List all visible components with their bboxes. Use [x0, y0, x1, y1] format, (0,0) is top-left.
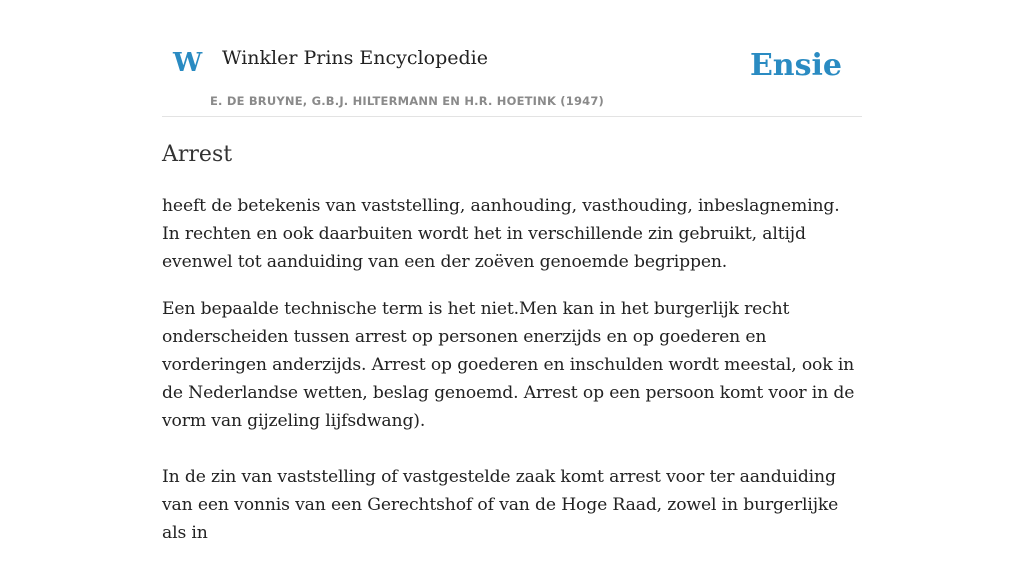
- winkler-prins-logo[interactable]: W: [173, 48, 203, 78]
- book-title-link[interactable]: Winkler Prins Encyclopedie: [222, 47, 488, 69]
- article-paragraph: heeft de betekenis van vaststelling, aanhouding, vasthouding, inbeslagneming. In rechten en ook daarbuiten wordt het in verschillende zin gebruikt, altijd evenwel tot aanduiding van een der zoëven genoemde begrippen.: [162, 196, 840, 272]
- article-paragraph: In de zin van vaststelling of vastgestelde zaak komt arrest voor ter aanduiding van een vonnis van een Gerechtshof of van de Hoge Raad, zowel in burgerlijke als in: [162, 467, 839, 543]
- book-authors: E. DE BRUYNE, G.B.J. HILTERMANN EN H.R. HOETINK (1947): [210, 94, 605, 108]
- ensie-logo-link[interactable]: Ensie: [749, 48, 842, 83]
- article-paragraph: Een bepaalde technische term is het niet.Men kan in het burgerlijk recht onderscheiden tussen arrest op personen enerzijds en op goederen en vorderingen anderzijds. Arrest op goederen en inschulden wordt meestal, ook in de Nederlandse wetten, beslag genoemd. Arrest op een persoon komt voor in de vorm van gijzeling lijfsdwang).: [162, 299, 855, 431]
- article-body: [162, 192, 862, 566]
- article-title: Arrest: [162, 142, 233, 167]
- header: [162, 0, 862, 117]
- page-container: [162, 0, 862, 543]
